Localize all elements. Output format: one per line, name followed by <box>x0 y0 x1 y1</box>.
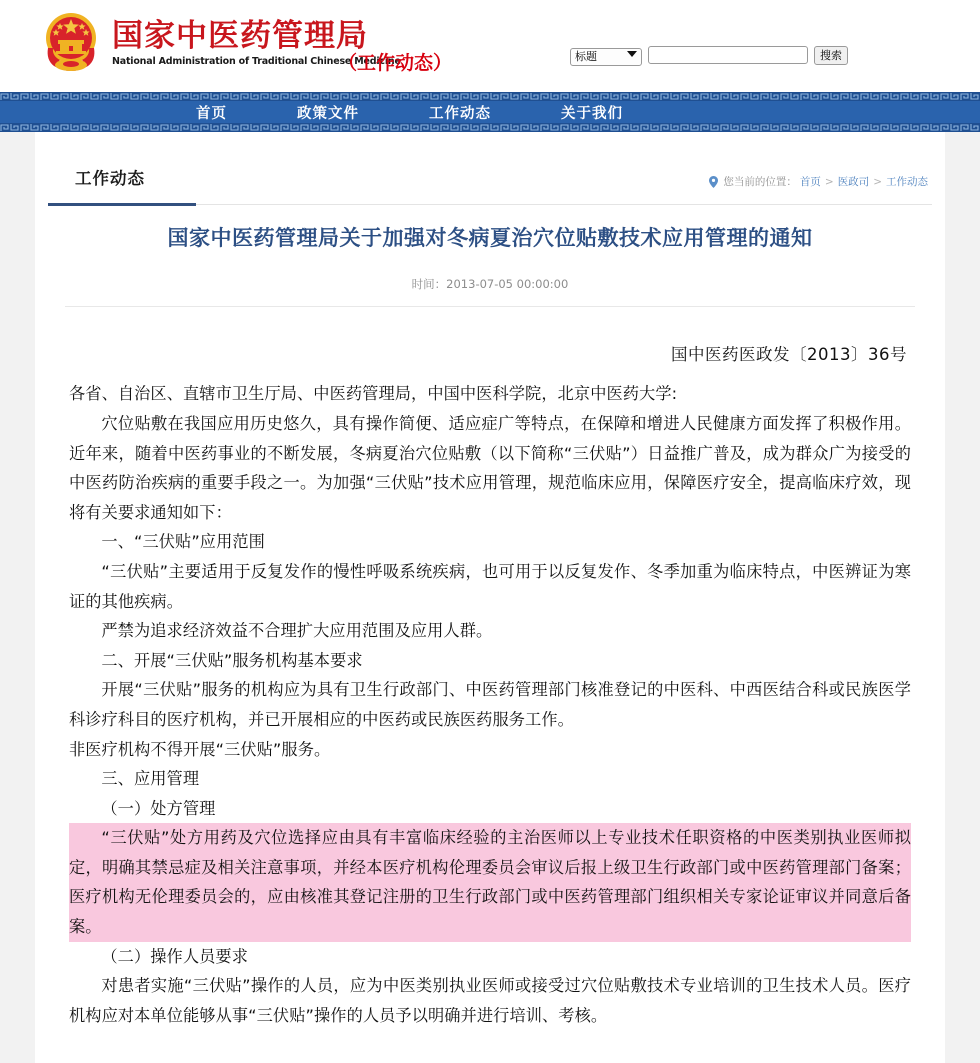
article-paragraph: 各省、自治区、直辖市卫生厅局、中医药管理局，中国中医科学院，北京中医药大学: <box>69 384 678 404</box>
article-paragraph: 开展“三伏贴”服务的机构应为具有卫生行政部门、中医药管理部门核准登记的中医科、中西医结合科或民族医学科诊疗科目的医疗机构，并已开展相应的中医药或民族医药服务工作。 <box>69 680 911 729</box>
breadcrumb-separator: > <box>824 175 834 188</box>
nav-item-work-updates[interactable]: 工作动态 <box>429 105 491 122</box>
org-name-cn: 国家中医药管理局 <box>112 17 368 54</box>
search-area <box>570 45 848 66</box>
article-paragraph: 严禁为追求经济效益不合理扩大应用范围及应用人群。 <box>101 621 493 641</box>
main-navigation <box>0 92 980 132</box>
breadcrumb-current: 工作动态 <box>886 176 928 188</box>
page-body <box>0 132 980 1063</box>
search-scope-select[interactable] <box>570 48 642 66</box>
tab-active-underline <box>48 203 196 206</box>
article-paragraph: 对患者实施“三伏贴”操作的人员，应为中医类别执业医师或接受过穴位贴敷技术专业培训的卫生技术人员。医疗机构应对本单位能够从事“三伏贴”操作的人员予以明确并进行培训、考核。 <box>69 976 911 1025</box>
article-paragraph: 三、应用管理 <box>101 769 200 789</box>
nav-item-home[interactable]: 首页 <box>196 105 227 122</box>
article-paragraph: （二）操作人员要求 <box>101 946 248 966</box>
breadcrumb <box>709 174 928 189</box>
site-header <box>0 0 980 92</box>
location-pin-icon <box>709 176 718 188</box>
fret-pattern-top-icon <box>0 92 980 101</box>
search-input[interactable] <box>648 46 808 64</box>
article <box>35 224 945 1030</box>
article-paragraph: （一）处方管理 <box>101 798 216 818</box>
breadcrumb-department[interactable]: 医政司 <box>837 176 870 188</box>
breadcrumb-label: 您当前的位置： <box>723 176 797 188</box>
search-scope-wrap <box>570 45 642 66</box>
org-name-en: National Administration of Traditional Chinese Medicine <box>112 56 401 68</box>
section-tag: （工作动态） <box>338 52 453 74</box>
content-card <box>35 132 945 1063</box>
search-button[interactable]: 搜索 <box>814 46 848 65</box>
page-tabbar <box>35 132 945 214</box>
article-title: 国家中医药管理局关于加强对冬病夏治穴位贴敷技术应用管理的通知 <box>167 226 813 250</box>
nav-item-policy-documents[interactable]: 政策文件 <box>297 105 359 122</box>
nav-item-about-us[interactable]: 关于我们 <box>561 105 623 122</box>
article-paragraph: 一、“三伏贴”应用范围 <box>101 532 265 552</box>
article-paragraph-highlighted: “三伏贴”处方用药及穴位选择应由具有丰富临床经验的主治医师以上专业技术任职资格的中医类别执业医师拟定，明确其禁忌症及相关注意事项，并经本医疗机构伦理委员会审议后报上级卫生行政部门或中医药管理部门备案；医疗机构无伦理委员会的，应由核准其登记注册的卫生行政部门或中医药管理部门组织相关专家论证审议并同意后备案。 <box>69 823 911 941</box>
document-number: 国中医药医政发〔2013〕36号 <box>671 345 907 365</box>
nav-item-list <box>0 101 980 123</box>
article-body <box>65 379 915 1030</box>
article-paragraph: 穴位贴敷在我国应用历史悠久，具有操作简便、适应症广等特点，在保障和增进人民健康方面发挥了积极作用。近年来，随着中医药事业的不断发展，冬病夏治穴位贴敷（以下简称“三伏贴”）日益推广普及，成为群众广为接受的中医药防治疾病的重要手段之一。为加强“三伏贴”技术应用管理，规范临床应用，保障医疗安全，提高临床疗效，现将有关要求通知如下： <box>69 413 911 522</box>
china-national-emblem-icon <box>38 8 104 78</box>
fret-pattern-bottom-icon <box>0 123 980 132</box>
article-timestamp: 时间：2013-07-05 00:00:00 <box>411 277 569 292</box>
article-paragraph: “三伏贴”主要适用于反复发作的慢性呼吸系统疾病，也可用于以反复发作、冬季加重为临床特点，中医辨证为寒证的其他疾病。 <box>69 561 911 611</box>
breadcrumb-separator: > <box>873 175 882 188</box>
article-paragraph: 非医疗机构不得开展“三伏贴”服务。 <box>69 739 331 759</box>
article-divider <box>65 306 915 307</box>
page-title: 工作动态 <box>75 169 145 188</box>
article-paragraph: 二、开展“三伏贴”服务机构基本要求 <box>101 650 363 670</box>
breadcrumb-home[interactable]: 首页 <box>799 176 821 188</box>
